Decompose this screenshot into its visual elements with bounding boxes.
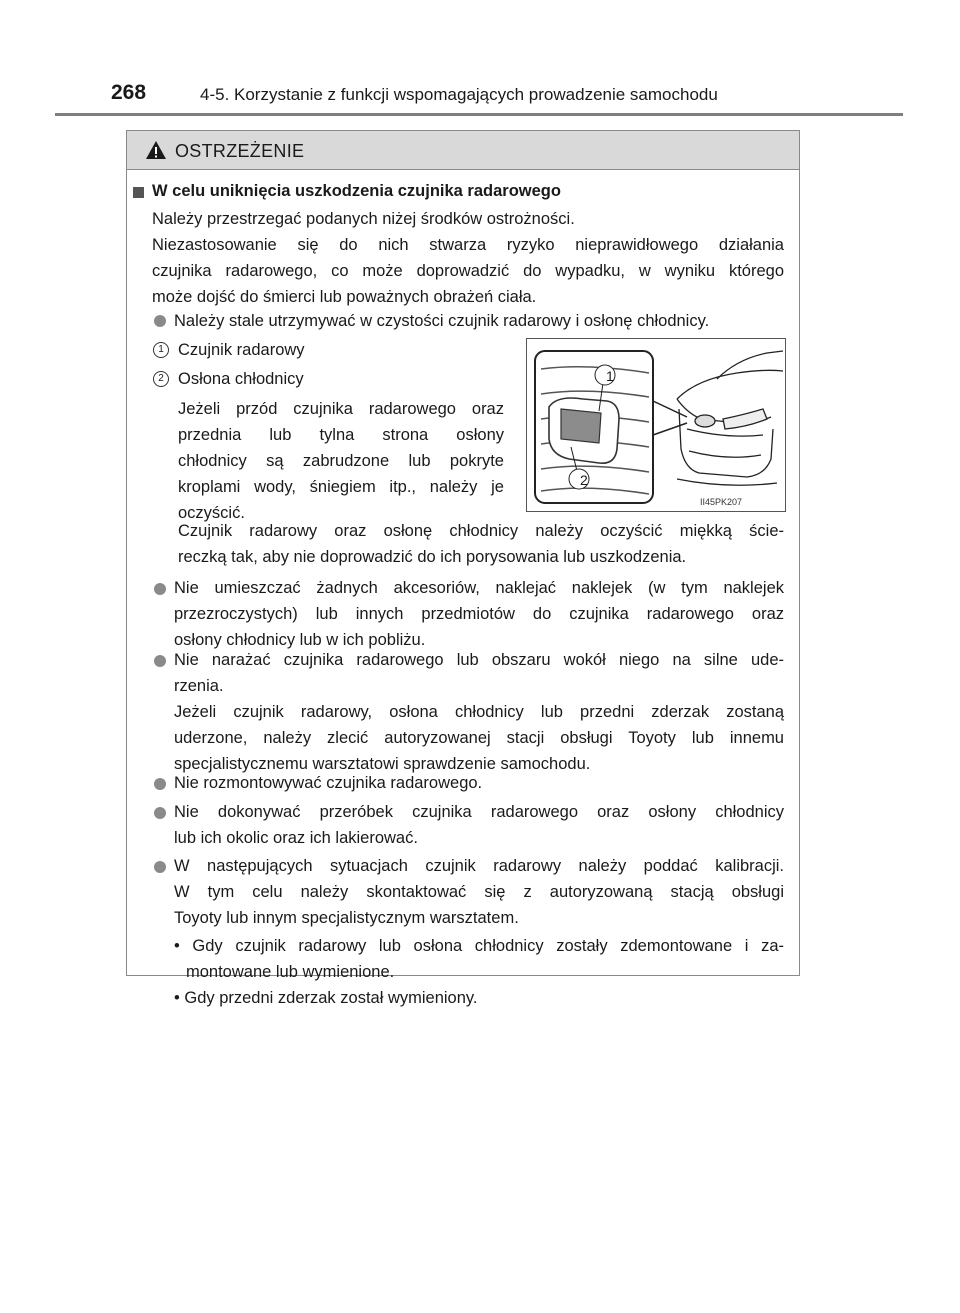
item-grille-cover: Osłona chłodnicy bbox=[178, 370, 304, 388]
number-circle-1: 1 bbox=[153, 342, 169, 358]
warning-heading: W celu uniknięcia uszkodzenia czujnika radarowego bbox=[152, 182, 561, 200]
section-square-bullet bbox=[133, 187, 144, 198]
clean-note-line-3: chłodnicy są zabrudzone lub pokryte bbox=[178, 452, 504, 470]
header-rule bbox=[55, 113, 903, 116]
page-header bbox=[55, 79, 903, 119]
bullet-accessories-line-2: przezroczystych) lub innych przedmiotów do czujnika radarowego oraz bbox=[174, 605, 784, 623]
clean-note-line-4: kroplami wody, śniegiem itp., należy je bbox=[178, 478, 504, 496]
sub-bullet-line-3: • Gdy przedni zderzak został wymieniony. bbox=[174, 989, 478, 1007]
bullet-dot bbox=[154, 315, 166, 327]
cloth-note-line-1: Czujnik radarowy oraz osłonę chłodnicy należy oczyścić miękką ście- bbox=[178, 522, 784, 540]
illustration-drawing bbox=[527, 339, 785, 511]
bullet-calibration-line-1: W następujących sytuacjach czujnik radarowy należy poddać kalibracji. bbox=[174, 857, 784, 875]
bullet-accessories-line-1: Nie umieszczać żadnych akcesoriów, naklejać naklejek (w tym naklejek bbox=[174, 579, 784, 597]
warning-header bbox=[127, 131, 799, 170]
intro-line-2: Niezastosowanie się do nich stwarza ryzyko nieprawidłowego działania bbox=[152, 236, 784, 254]
bullet-dot bbox=[154, 861, 166, 873]
bullet-dot bbox=[154, 655, 166, 667]
bullet-modify-line-2: lub ich okolic oraz ich lakierować. bbox=[174, 829, 418, 847]
bullet-calibration-line-3: Toyoty lub innym specjalistycznym warsztatem. bbox=[174, 909, 519, 927]
page-number: 268 bbox=[111, 81, 147, 104]
bullet-impact-line-2: rzenia. bbox=[174, 677, 224, 695]
clean-note-line-5: oczyścić. bbox=[178, 504, 245, 522]
bullet-dot bbox=[154, 583, 166, 595]
bullet-dot bbox=[154, 807, 166, 819]
clean-note-line-2: przednia lub tylna strona osłony bbox=[178, 426, 504, 444]
intro-line-3: czujnika radarowego, co może doprowadzić do wypadku, w wyniku którego bbox=[152, 262, 784, 280]
cloth-note-line-2: reczką tak, aby nie doprowadzić do ich porysowania lub uszkodzenia. bbox=[178, 548, 687, 566]
number-circle-2: 2 bbox=[153, 371, 169, 387]
figure-code: II45PK207 bbox=[700, 497, 743, 507]
figure-label-1: 1 bbox=[606, 368, 614, 384]
radar-sensor-illustration bbox=[526, 338, 786, 512]
sub-bullet-line-2: montowane lub wymienione. bbox=[186, 963, 395, 981]
clean-note-line-1: Jeżeli przód czujnika radarowego oraz bbox=[178, 400, 504, 418]
bullet-clean: Należy stale utrzymywać w czystości czujnik radarowy i osłonę chłodnicy. bbox=[174, 312, 710, 330]
bullet-modify-line-1: Nie dokonywać przeróbek czujnika radarowego oraz osłony chłodnicy bbox=[174, 803, 784, 821]
bullet-dot bbox=[154, 778, 166, 790]
intro-line-4: może dojść do śmierci lub poważnych obrażeń ciała. bbox=[152, 288, 537, 306]
bullet-disassemble: Nie rozmontowywać czujnika radarowego. bbox=[174, 774, 483, 792]
bullet-accessories-line-3: osłony chłodnicy lub w ich pobliżu. bbox=[174, 631, 426, 649]
bullet-calibration-line-2: W tym celu należy skontaktować się z autoryzowaną stacją obsługi bbox=[174, 883, 784, 901]
intro-line-1: Należy przestrzegać podanych niżej środków ostrożności. bbox=[152, 210, 575, 228]
warning-triangle-icon bbox=[145, 140, 167, 160]
bullet-impact-line-1: Nie narażać czujnika radarowego lub obszaru wokół niego na silne ude- bbox=[174, 651, 784, 669]
bullet-impact-line-3: Jeżeli czujnik radarowy, osłona chłodnicy lub przedni zderzak zostaną bbox=[174, 703, 784, 721]
warning-title: OSTRZEŻENIE bbox=[175, 141, 305, 161]
bullet-impact-line-5: specjalistycznemu warsztatowi sprawdzenie samochodu. bbox=[174, 755, 591, 773]
figure-label-2: 2 bbox=[580, 472, 588, 488]
section-title: 4-5. Korzystanie z funkcji wspomagających prowadzenie samochodu bbox=[200, 85, 718, 104]
bullet-impact-line-4: uderzone, należy zlecić autoryzowanej stacji obsługi Toyoty lub innemu bbox=[174, 729, 784, 747]
item-radar-sensor: Czujnik radarowy bbox=[178, 341, 305, 359]
sub-bullet-line-1: • Gdy czujnik radarowy lub osłona chłodnicy zostały zdemontowane i za- bbox=[174, 937, 784, 955]
